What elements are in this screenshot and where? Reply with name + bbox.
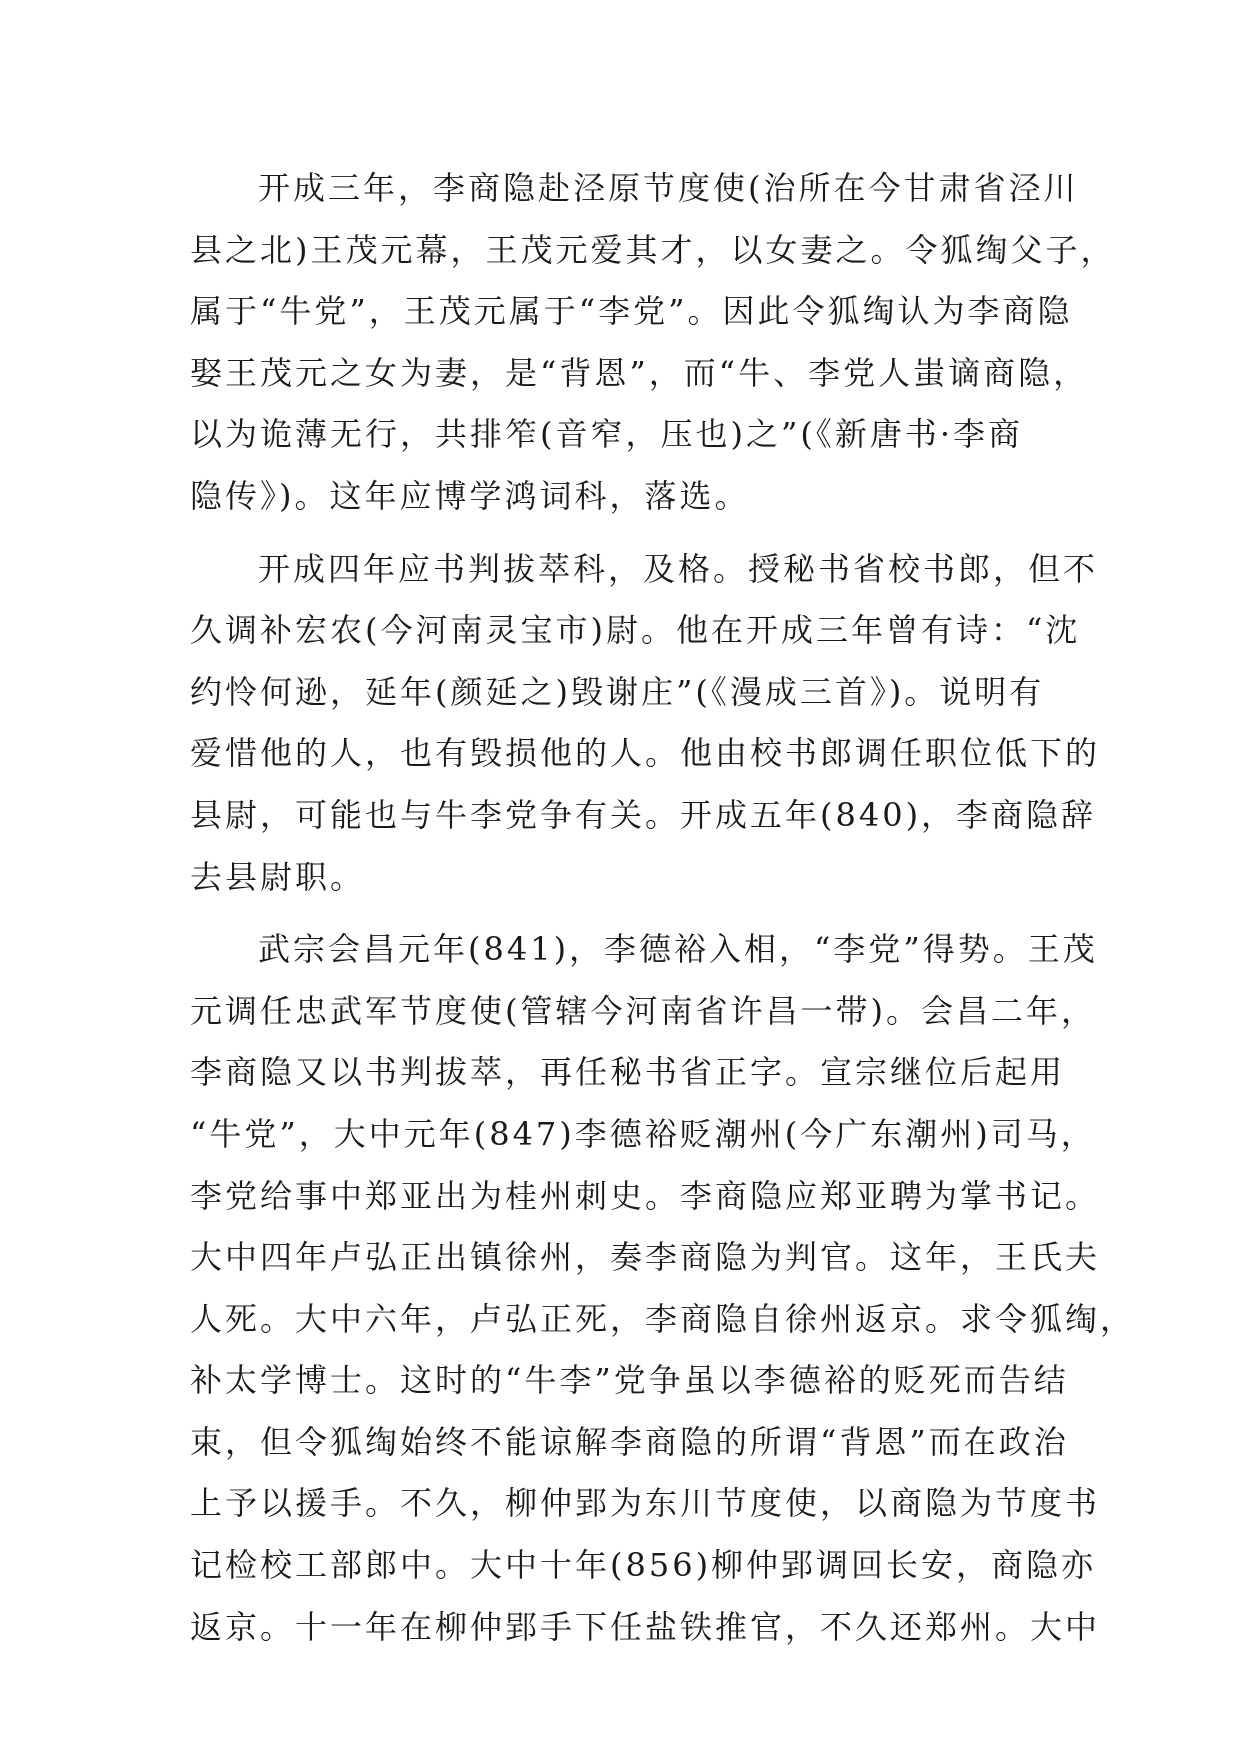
text-line: 属于“牛党”，王茂元属于“李党”。因此令狐绹认为李商隐: [190, 292, 1073, 331]
paragraph-2: [190, 539, 1101, 909]
text-line: 县尉，可能也与牛李党争有关。开成五年(840)，李商隐辞: [190, 795, 1097, 834]
text-line: 娶王茂元之女为妻，是“背恩”，而“牛、李党人蚩谪商隐，: [190, 353, 1089, 392]
text-line: 爱惜他的人，也有毁损他的人。他由校书郎调任职位低下的: [190, 734, 1101, 773]
text-line: 开成四年应书判拔萃科，及格。授秘书省校书郎，但不: [258, 549, 1099, 588]
text-line: 元调任忠武军节度使(管辖今河南省许昌一带)。会昌二年，: [190, 991, 1096, 1030]
text-line: “牛党”，大中元年(847)李德裕贬潮州(今广东潮州)司马，: [190, 1114, 1096, 1153]
text-line: 人死。大中六年，卢弘正死，李商隐自徐州返京。求令狐绹，: [190, 1299, 1136, 1338]
text-line: 上予以援手。不久，柳仲郢为东川节度使，以商隐为节度书: [190, 1484, 1101, 1523]
text-line: 大中四年卢弘正出镇徐州，奏李商隐为判官。这年，王氏夫: [190, 1238, 1101, 1277]
paragraph-3: [190, 919, 1136, 1658]
text-line: 李商隐又以书判拔萃，再任秘书省正字。宣宗继位后起用: [190, 1053, 1066, 1092]
text-line: 以为诡薄无行，共排笮(音窄，压也)之”(《新唐书·李商: [190, 415, 1023, 454]
text-line: 约怜何逊，延年(颜延之)毁谢庄”(《漫成三首》)。说明有: [190, 672, 1045, 711]
body-text: [190, 158, 1136, 1658]
text-line: 隐传》)。这年应博学鸿词科，落选。: [190, 476, 750, 515]
text-line: 开成三年，李商隐赴泾原节度使(治所在今甘肃省泾川: [258, 169, 1079, 207]
text-line: 记检校工部郎中。大中十年(856)柳仲郢调回长安，商隐亦: [190, 1546, 1097, 1585]
text-line: 久调补宏农(今河南灵宝市)尉。他在开成三年曾有诗：“沈: [190, 611, 1081, 650]
text-line: 武宗会昌元年(841)，李德裕入相，“李党”得势。王茂: [258, 930, 1098, 969]
text-line: 返京。十一年在柳仲郢手下任盐铁推官，不久还郑州。大中: [190, 1607, 1101, 1646]
text-line: 李党给事中郑亚出为桂州刺史。李商隐应郑亚聘为掌书记。: [190, 1176, 1101, 1215]
text-line: 补太学博士。这时的“牛李”党争虽以李德裕的贬死而告结: [190, 1361, 1069, 1400]
text-line: 去县尉职。: [190, 857, 366, 896]
paragraph-gap: [190, 908, 1070, 919]
paragraph-gap: [190, 528, 1070, 539]
text-line: 束，但令狐绹始终不能谅解李商隐的所谓“背恩”而在政治: [190, 1422, 1069, 1461]
text-line: 县之北)王茂元幕，王茂元爱其才，以女妻之。令狐绹父子，: [190, 230, 1116, 269]
paragraph-1: [190, 158, 1116, 528]
